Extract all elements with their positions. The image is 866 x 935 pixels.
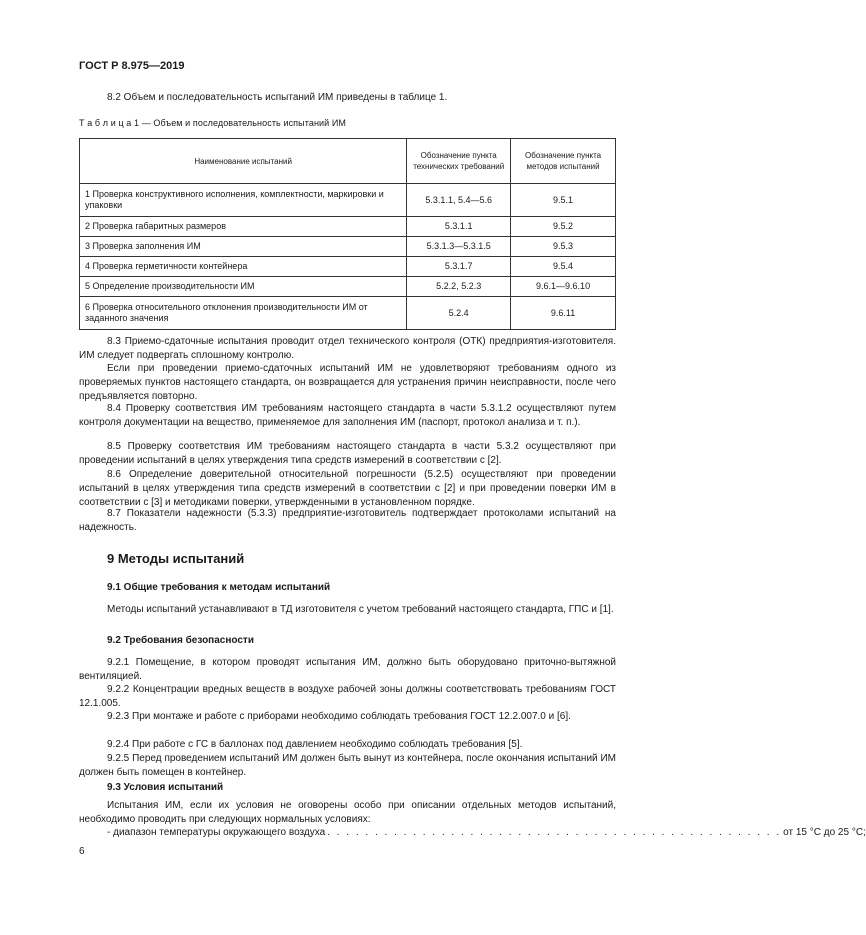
table-cell: 9.5.3 [511,237,616,257]
table-cell: 6 Проверка относительного отклонения производительности ИМ от заданного значения [80,297,407,330]
table-cell: 9.5.4 [511,257,616,277]
page-number: 6 [79,846,85,857]
dot-leader: . . . . . . . . . . . . . . . . . . . . . . . . . . . . . . . . . . . . . . . . . . . . . . . . [327,827,782,838]
table-cell: 2 Проверка габаритных размеров [80,217,407,237]
table-cell: 5.2.2, 5.2.3 [407,277,511,297]
table-cell: 5.2.4 [407,297,511,330]
paragraph-8-5: 8.5 Проверку соответствия ИМ требованиям настоящего стандарта в части 5.3.2 осуществляют при проведении испытаний в целях утверждения типа средств измерений в соответствии с [2]. [79,441,616,466]
table-cell: 5.3.1.3—5.3.1.5 [407,237,511,257]
table-row [80,277,616,297]
table-cell: 5 Определение производительности ИМ [80,277,407,297]
paragraph-8-7: 8.7 Показатели надежности (5.3.3) предприятие-изготовитель подтверждает протоколами испытаний на надежность. [79,508,616,533]
subsection-9-1-heading: 9.1 Общие требования к методам испытаний [107,582,331,593]
paragraph-9-2-5: 9.2.5 Перед проведением испытаний ИМ должен быть вынут из контейнера, после окончания испытаний ИМ должен быть помещен в контейнер. [79,753,616,778]
table-cell: 4 Проверка герметичности контейнера [80,257,407,277]
paragraph-8-4: 8.4 Проверку соответствия ИМ требованиям настоящего стандарта в части 5.3.1.2 осуществляют путем контроля документации на вещество, применяемое для заполнения ИМ (паспорт, протокол анализа и т. п.). [79,403,616,428]
paragraph-9-2-4: 9.2.4 При работе с ГС в баллонах под давлением необходимо соблюдать требования [5]. [107,739,523,750]
table-caption: Т а б л и ц а 1 — Объем и последовательность испытаний ИМ [79,118,347,128]
table-cell: 9.6.11 [511,297,616,330]
table-row [80,257,616,277]
table-header-cell: Наименование испытаний [80,139,407,184]
table-row [80,217,616,237]
paragraph-9-1: Методы испытаний устанавливают в ТД изготовителя с учетом требований настоящего стандарта, ГПС и [1]. [107,604,614,615]
table-cell: 9.5.2 [511,217,616,237]
paragraph-8-3-continued: Если при проведении приемо-сдаточных испытаний ИМ не удовлетворяют требованиям одного из проверяемых пунктов настоящего стандарта, он возвращается для устранения причин неисправности, после чего предъявляется повторно. [79,363,616,402]
paragraph-9-2-3: 9.2.3 При монтаже и работе с приборами необходимо соблюдать требования ГОСТ 12.2.007.0 и [6]. [107,711,571,722]
table-cell: 5.3.1.7 [407,257,511,277]
section-9-heading: 9 Методы испытаний [107,551,245,566]
paragraph-8-3: 8.3 Приемо-сдаточные испытания проводит отдел технического контроля (ОТК) предприятия-изготовителя. ИМ следует подвергать сплошному контролю. [79,336,616,361]
paragraph-9-2-2: 9.2.2 Концентрации вредных веществ в воздухе рабочей зоны должны соответствовать требованиям ГОСТ 12.1.005. [79,684,616,709]
paragraph-8-2: 8.2 Объем и последовательность испытаний ИМ приведены в таблице 1. [107,92,448,103]
table-header-row [80,139,616,184]
paragraph-9-3: Испытания ИМ, если их условия не оговорены особо при описании отдельных методов испытаний, необходимо проводить при следующих нормальных условиях: [79,800,616,825]
paragraph-8-6: 8.6 Определение доверительной относительной погрешности (5.2.5) осуществляют при проведении испытаний в целях утверждения типа средств измерений в соответствии с [2] и при проведении поверки ИМ в соответствии с [3] и методиками поверки, утвержденными в установленном порядке. [79,469,616,508]
table-cell: 5.3.1.1 [407,217,511,237]
table-cell: 1 Проверка конструктивного исполнения, комплектности, маркировки и упаковки [80,184,407,217]
condition-value: от 15 °С до 25 °С; [783,827,866,838]
table-cell: 9.5.1 [511,184,616,217]
table-row [80,184,616,217]
document-header: ГОСТ Р 8.975—2019 [79,60,185,72]
condition-line-temperature [79,826,866,840]
condition-label: - диапазон температуры окружающего воздуха [107,827,326,838]
table-cell: 9.6.1—9.6.10 [511,277,616,297]
subsection-9-3-heading: 9.3 Условия испытаний [107,782,224,793]
table-row [80,297,616,330]
subsection-9-2-heading: 9.2 Требования безопасности [107,635,254,646]
table-row [80,237,616,257]
table-cell: 5.3.1.1, 5.4—5.6 [407,184,511,217]
tests-table [79,138,616,330]
paragraph-9-2-1: 9.2.1 Помещение, в котором проводят испытания ИМ, должно быть оборудовано приточно-вытяжной вентиляцией. [79,657,616,682]
table-cell: 3 Проверка заполнения ИМ [80,237,407,257]
table-header-cell: Обозначение пункта методов испытаний [511,139,616,184]
table-header-cell: Обозначение пункта технических требований [407,139,511,184]
